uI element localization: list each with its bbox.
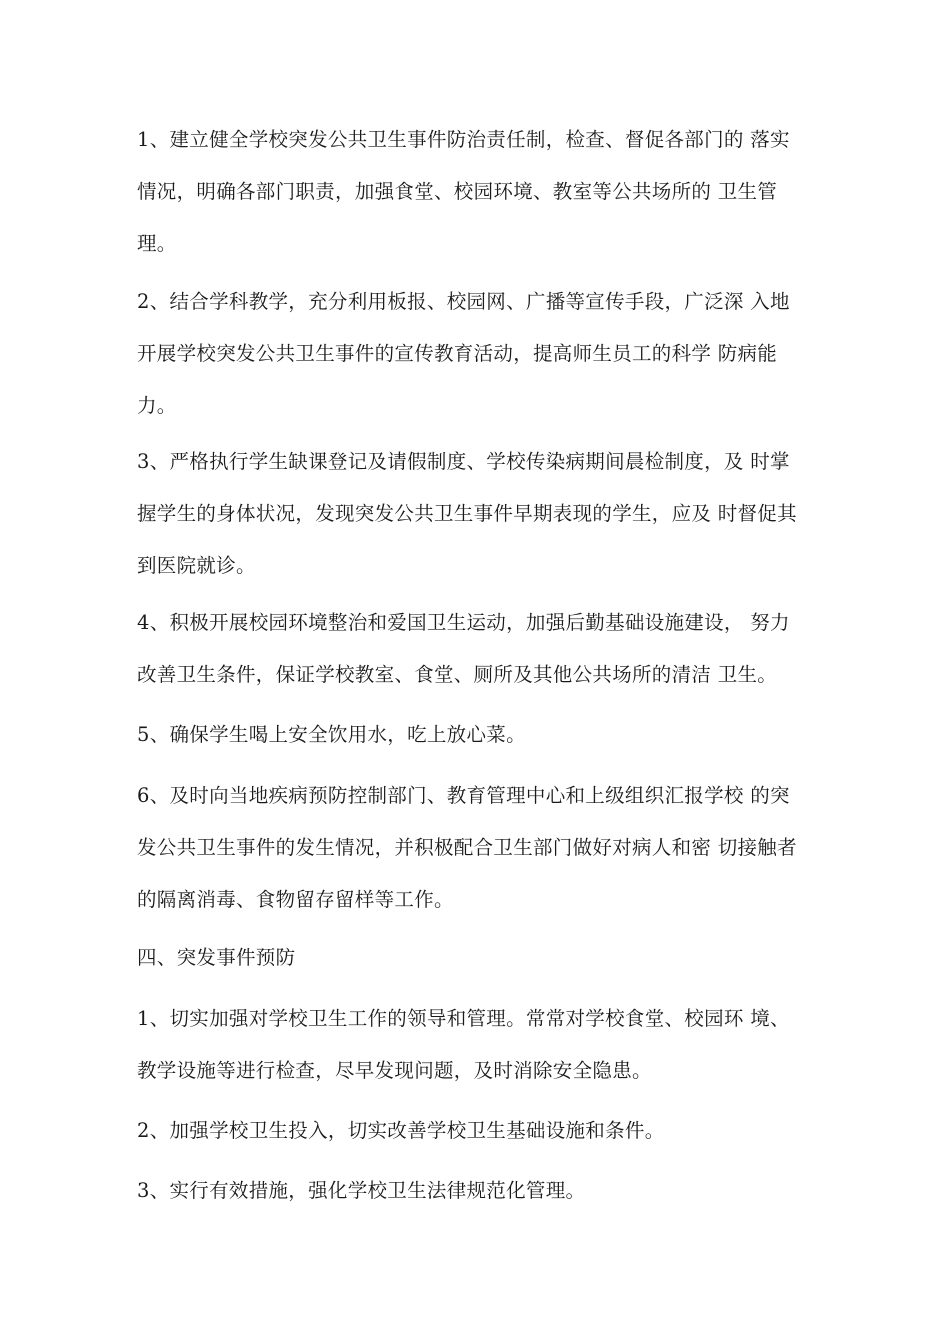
text-line: 理。 (137, 232, 177, 255)
paragraph-9 (137, 1165, 827, 1217)
paragraph-5 (137, 709, 827, 761)
text-line: 4、积极开展校园环境整治和爱国卫生运动，加强后勤基础设施建设， 努力 (137, 611, 790, 634)
paragraph-1 (137, 114, 827, 270)
paragraph-4 (137, 597, 827, 701)
text-line: 5、确保学生喝上安全饮用水，吃上放心菜。 (137, 723, 526, 746)
text-line: 1、切实加强对学校卫生工作的领导和管理。常常对学校食堂、校园环 境、 (137, 1007, 790, 1030)
text-line: 发公共卫生事件的发生情况，并积极配合卫生部门做好对病人和密 切接触者 (137, 836, 797, 859)
text-line: 改善卫生条件，保证学校教室、食堂、厕所及其他公共场所的清洁 卫生。 (137, 663, 778, 686)
heading-line: 四、突发事件预防 (137, 946, 296, 969)
text-line: 情况，明确各部门职责，加强食堂、校园环境、教室等公共场所的 卫生管 (137, 180, 778, 203)
text-line: 6、及时向当地疾病预防控制部门、教育管理中心和上级组织汇报学校 的突 (137, 784, 790, 807)
text-line: 教学设施等进行检查，尽早发现问题，及时消除安全隐患。 (137, 1059, 652, 1082)
paragraph-2 (137, 276, 827, 432)
paragraph-3 (137, 436, 827, 592)
paragraph-6 (137, 770, 827, 926)
text-line: 1、建立健全学校突发公共卫生事件防治责任制，检查、督促各部门的 落实 (137, 128, 790, 151)
text-line: 开展学校突发公共卫生事件的宣传教育活动，提高师生员工的科学 防病能 (137, 342, 778, 365)
text-line: 3、实行有效措施，强化学校卫生法律规范化管理。 (137, 1179, 586, 1202)
text-line: 到医院就诊。 (137, 554, 256, 577)
text-line: 2、结合学科教学，充分利用板报、校园网、广播等宣传手段，广泛深 入地 (137, 290, 790, 313)
text-line: 3、严格执行学生缺课登记及请假制度、学校传染病期间晨检制度，及 时掌 (137, 450, 790, 473)
text-line: 握学生的身体状况，发现突发公共卫生事件早期表现的学生，应及 时督促其 (137, 502, 797, 525)
text-line: 的隔离消毒、食物留存留样等工作。 (137, 888, 454, 911)
text-line: 力。 (137, 394, 177, 417)
paragraph-8 (137, 1105, 827, 1157)
section-heading (137, 932, 827, 984)
text-line: 2、加强学校卫生投入，切实改善学校卫生基础设施和条件。 (137, 1119, 665, 1142)
paragraph-7 (137, 993, 827, 1097)
